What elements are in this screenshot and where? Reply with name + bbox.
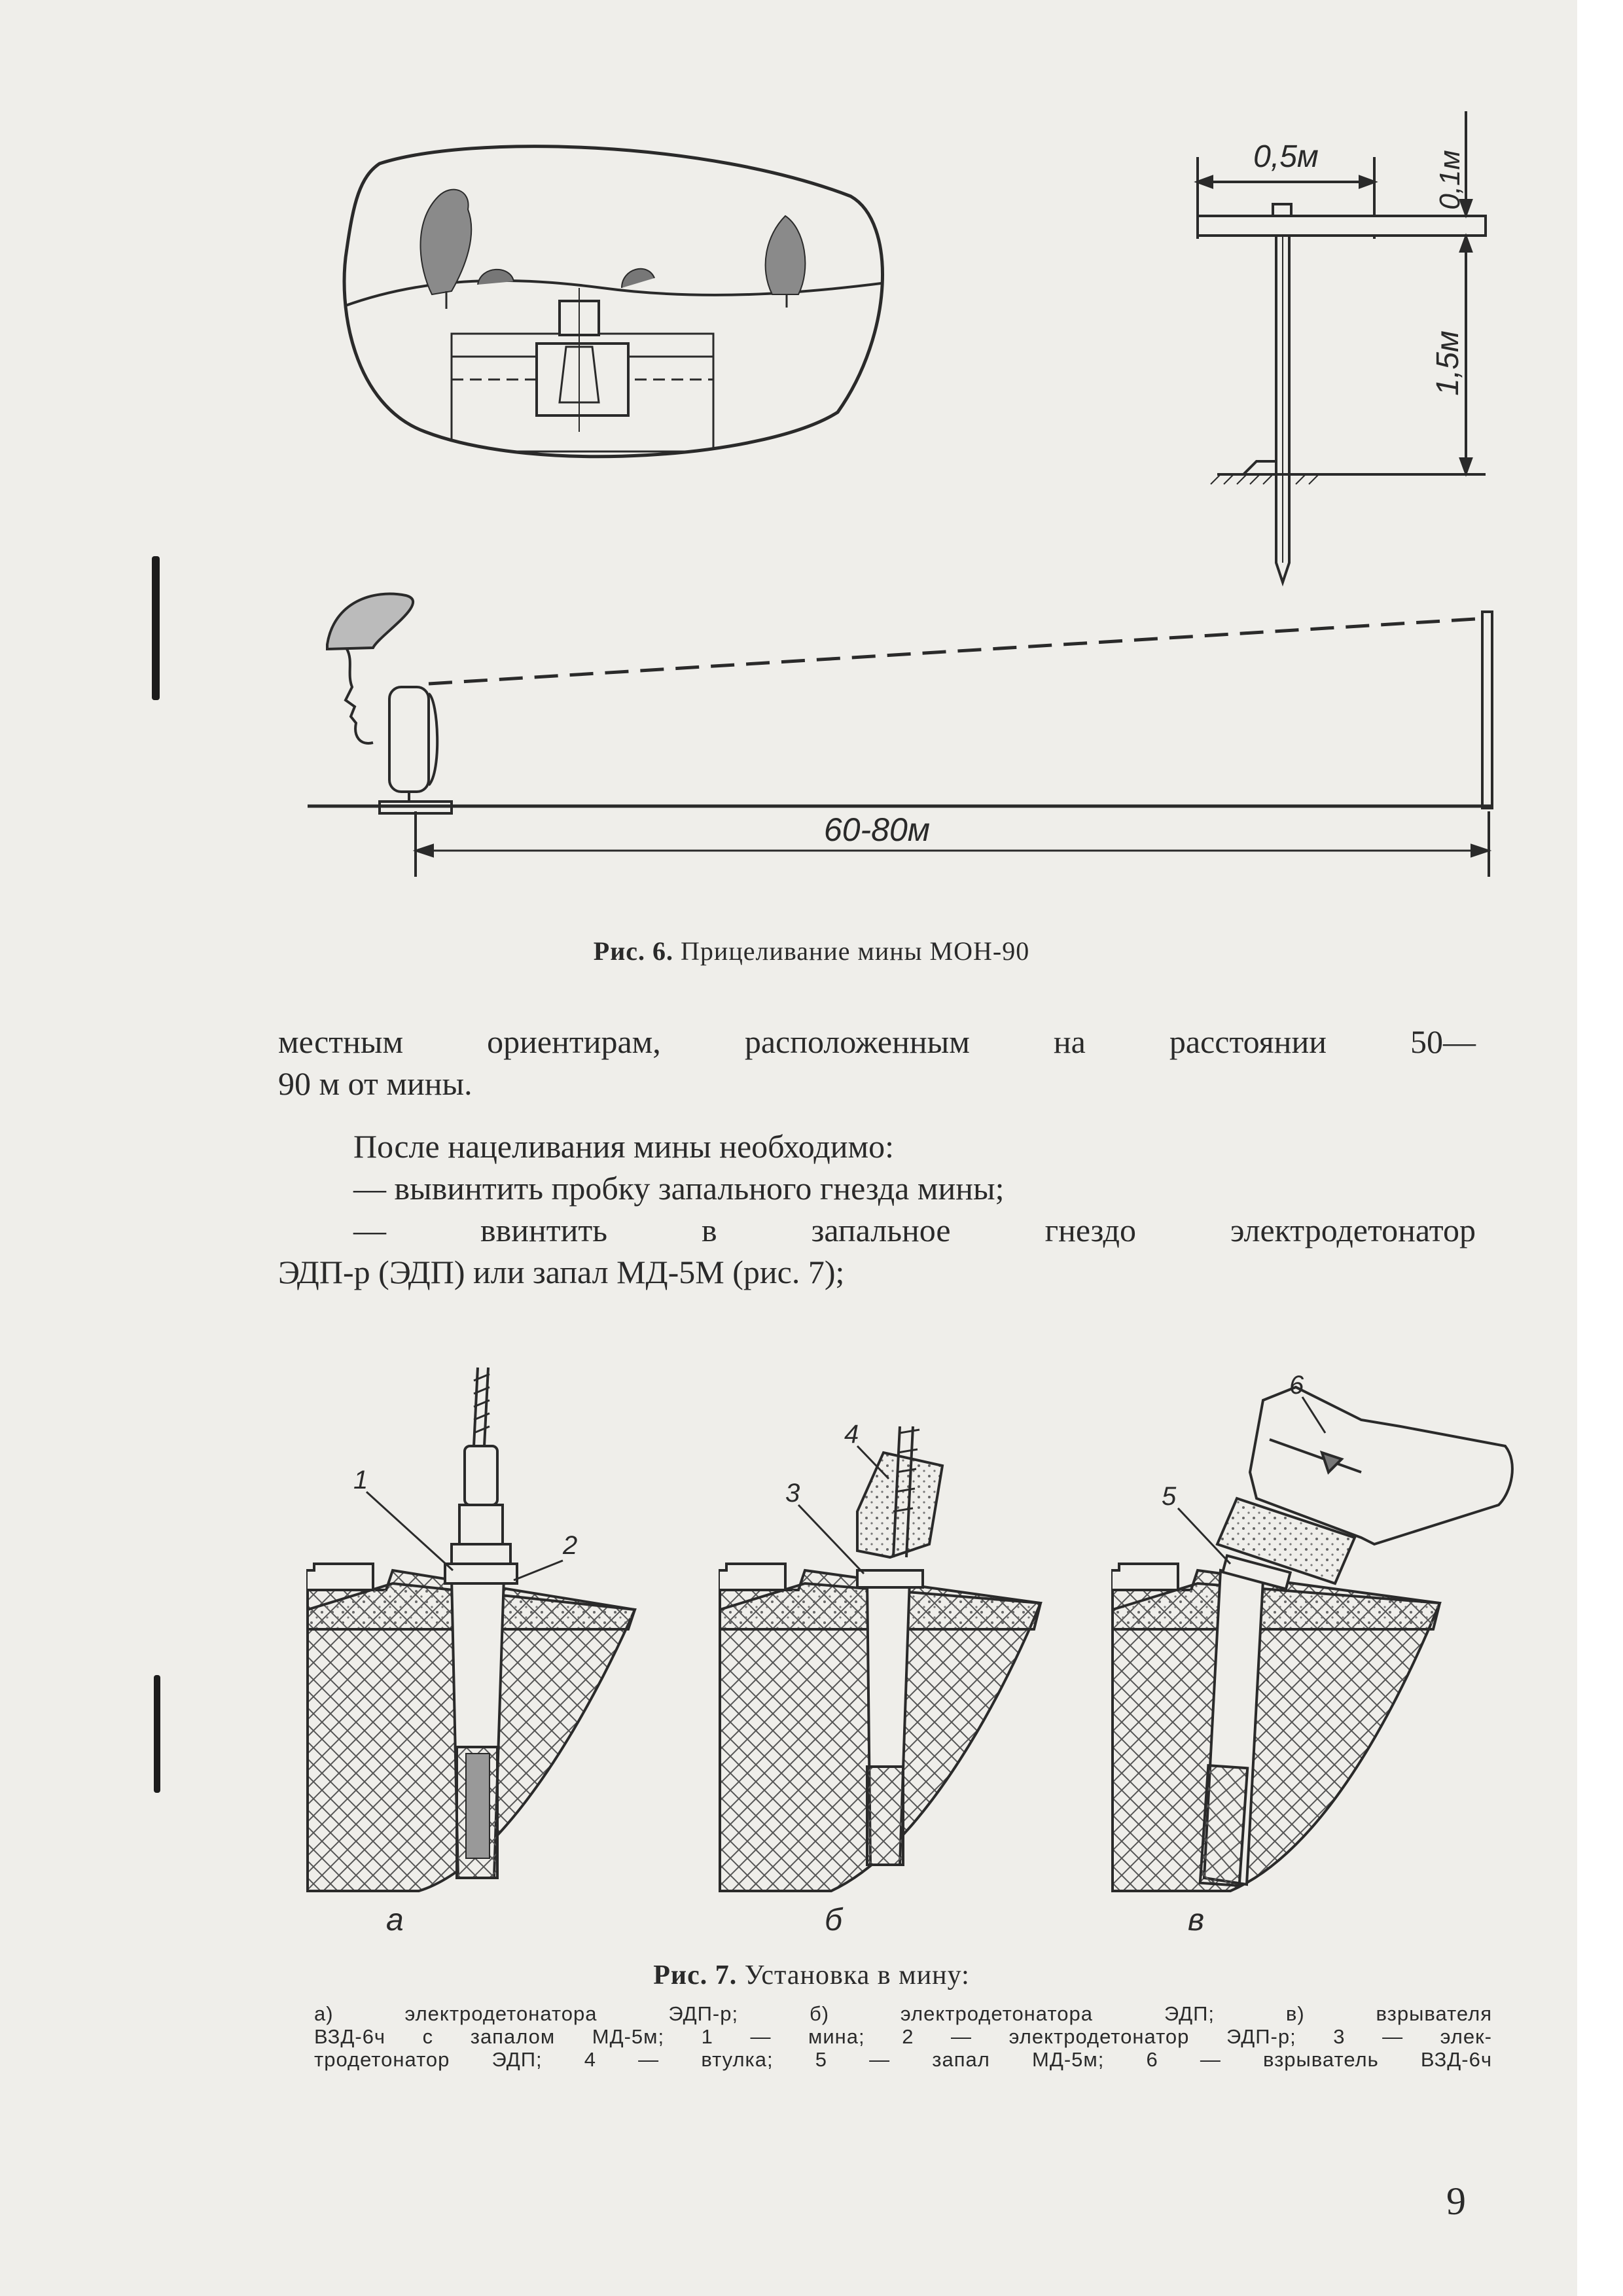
callout-6: 6 <box>1289 1371 1304 1400</box>
paragraph-1 <box>278 1021 1476 1104</box>
figure7-legend-line-1: а) электродетонатора ЭДП-р; б) электродетонатора ЭДП; в) взрывателя <box>314 2002 1492 2025</box>
dim-height-label: 1,5м <box>1431 330 1465 396</box>
figure7-caption-label: Рис. 7. <box>653 1960 738 1990</box>
figure6-caption-text: Прицеливание мины МОН-90 <box>681 936 1030 966</box>
panel-b <box>720 1426 1041 1891</box>
callout-2: 2 <box>563 1531 578 1560</box>
paragraph-2-line-3: — ввинтить в запальное гнездо электродетонатор <box>353 1212 1476 1248</box>
margin-mark-bottom <box>154 1675 160 1793</box>
margin-mark-top <box>152 556 160 700</box>
panel-label-b: б <box>825 1903 842 1937</box>
dim-thickness-label: 0,1м <box>1434 150 1466 210</box>
panel-label-c: в <box>1188 1903 1205 1937</box>
figure6-sight-view <box>340 137 897 471</box>
dim-distance-label: 60-80м <box>823 811 931 848</box>
dim-width-label: 0,5м <box>1253 139 1319 174</box>
figure6-side-view <box>301 576 1518 890</box>
figure6-caption <box>0 936 1623 966</box>
figure6-aiming-rod <box>1191 105 1505 589</box>
figure7-legend-line-2: ВЗД-6ч с запалом МД-5м; 1 — мина; 2 — электродетонатор ЭДП-р; 3 — элек- <box>314 2025 1492 2048</box>
paragraph-1-line-1: местным ориентирам, расположенным на расстоянии 50— <box>278 1023 1476 1060</box>
figure7-caption <box>0 1960 1623 1991</box>
page-number: 9 <box>1446 2180 1466 2223</box>
figure7-legend-line-3: тродетонатор ЭДП; 4 — втулка; 5 — запал МД-5м; 6 — взрыватель ВЗД-6ч <box>314 2048 1492 2071</box>
callout-1: 1 <box>353 1466 368 1494</box>
figure7-legend <box>314 2002 1492 2071</box>
panel-c <box>1113 1387 1512 1891</box>
panel-label-a: а <box>386 1903 404 1937</box>
paragraph-2-line-1: После нацеливания мины необходимо: <box>353 1128 895 1165</box>
paragraph-2 <box>278 1125 1476 1293</box>
paragraph-1-line-2: 90 м от мины. <box>278 1065 473 1102</box>
paragraph-2-line-2: — вывинтить пробку запального гнезда мины; <box>353 1170 1005 1207</box>
paragraph-2-line-4: ЭДП-р (ЭДП) или запал МД-5М (рис. 7); <box>278 1254 845 1290</box>
panel-a <box>308 1368 635 1891</box>
figure7-installation <box>288 1348 1531 1937</box>
figure7-caption-text: Установка в мину: <box>744 1960 970 1990</box>
callout-5: 5 <box>1162 1482 1177 1511</box>
page-edge <box>1577 0 1623 2296</box>
callout-3: 3 <box>785 1479 800 1508</box>
callout-4: 4 <box>844 1420 859 1449</box>
figure6-caption-label: Рис. 6. <box>593 936 674 966</box>
